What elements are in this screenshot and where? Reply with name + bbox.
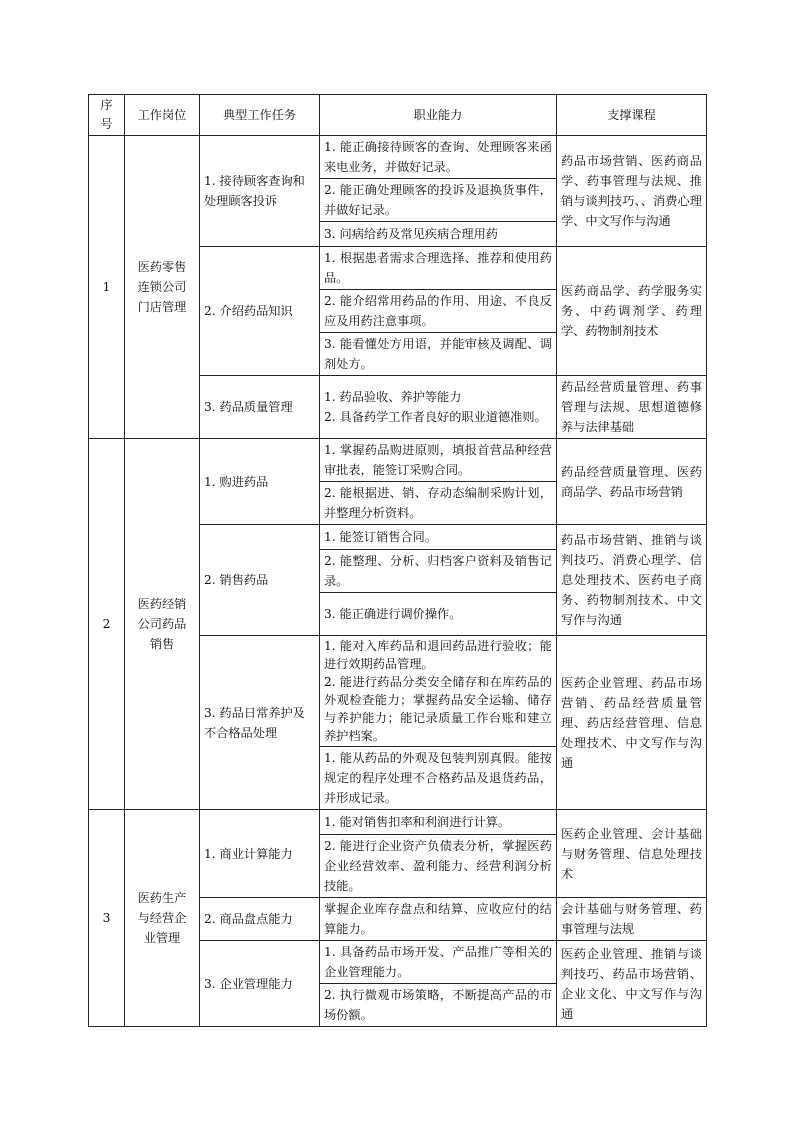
work-task: 3. 企业管理能力 — [200, 941, 320, 1027]
job-post: 医药生产与经营企业管理 — [125, 810, 200, 1027]
row-number: 3 — [89, 810, 125, 1027]
ability-item: 3. 能看懂处方用语，并能审核及调配、调剂处方。 — [320, 333, 557, 376]
support-courses: 药品市场营销、医药商品学、药事管理与法规、推销与谈判技巧、、消费心理学、中文写作与沟通 — [557, 136, 707, 247]
support-courses: 医药企业管理、药品市场营销、药品经营质量管理、药店经营管理、信息处理技术、中文写作与沟通 — [557, 636, 707, 810]
job-post: 医药零售连锁公司门店管理 — [125, 136, 200, 439]
ability-item: 1. 药品验收、养护等能力 2. 具备药学工作者良好的职业道德准则。 — [320, 376, 557, 439]
work-task: 2. 商品盘点能力 — [200, 898, 320, 941]
ability-item: 2. 执行微观市场策略，不断提高产品的市场份额。 — [320, 984, 557, 1027]
ability-item: 1. 具备药品市场开发、产品推广等相关的企业管理能力。 — [320, 941, 557, 984]
competency-table-page — [88, 94, 706, 1027]
table-row — [89, 136, 707, 179]
ability-item: 2. 能进行企业资产负债表分析，掌握医药企业经营效率、盈利能力、经营利润分析技能。 — [320, 835, 557, 898]
header-course: 支撑课程 — [557, 95, 707, 136]
support-courses: 会计基础与财务管理、药事管理与法规 — [557, 898, 707, 941]
support-courses: 医药商品学、药学服务实务、中药调剂学、药理学、药物制剂技术 — [557, 247, 707, 376]
work-task: 3. 药品日常养护及不合格品处理 — [200, 636, 320, 810]
support-courses: 医药企业管理、会计基础与财务管理、信息处理技术 — [557, 810, 707, 898]
ability-item: 掌握企业库存盘点和结算、应收应付的结算能力。 — [320, 898, 557, 941]
competency-table — [88, 94, 707, 1027]
ability-item: 2. 能整理、分析、归档客户资料及销售记录。 — [320, 550, 557, 593]
ability-item: 1. 掌握药品购进原则，填报首营品种经营审批表，能签订采购合同。 — [320, 439, 557, 482]
table-row — [89, 810, 707, 835]
work-task: 2. 介绍药品知识 — [200, 247, 320, 376]
header-post: 工作岗位 — [125, 95, 200, 136]
ability-item: 3. 能正确进行调价操作。 — [320, 593, 557, 636]
ability-item: 2. 能正确处理顾客的投诉及退换货事件，并做好记录。 — [320, 179, 557, 222]
ability-item: 1. 能对入库药品和退回药品进行验收；能进行效期药品管理。 2. 能进行药品分类安全储存和在库药品的外观检查能力；掌握药品安全运输、储存与养护能力；能记录质量工作台账和建立养护档案。 — [320, 636, 557, 747]
ability-item: 1. 能签订销售合同。 — [320, 525, 557, 550]
ability-item: 2. 能根据进、销、存动态编制采购计划，并整理分析资料。 — [320, 482, 557, 525]
header-no: 序号 — [89, 95, 125, 136]
ability-item: 1. 根据患者需求合理选择、推荐和使用药品。 — [320, 247, 557, 290]
work-task: 1. 购进药品 — [200, 439, 320, 525]
ability-item: 1. 能从药品的外观及包装判别真假。能按规定的程序处理不合格药品及退货药品，并形成记录。 — [320, 747, 557, 810]
work-task: 1. 接待顾客查询和处理顾客投诉 — [200, 136, 320, 247]
ability-item: 1. 能正确接待顾客的查询、处理顾客来函来电业务，并做好记录。 — [320, 136, 557, 179]
support-courses: 医药企业管理、推销与谈判技巧、药品市场营销、企业文化、中文写作与沟通 — [557, 941, 707, 1027]
row-number: 2 — [89, 439, 125, 810]
ability-item: 2. 能介绍常用药品的作用、用途、不良反应及用药注意事项。 — [320, 290, 557, 333]
table-row — [89, 439, 707, 482]
ability-item: 1. 能对销售扣率和利润进行计算。 — [320, 810, 557, 835]
work-task: 1. 商业计算能力 — [200, 810, 320, 898]
support-courses: 药品经营质量管理、药事管理与法规、思想道德修养与法律基础 — [557, 376, 707, 439]
row-number: 1 — [89, 136, 125, 439]
ability-item: 3. 问病给药及常见疾病合理用药 — [320, 222, 557, 247]
header-task: 典型工作任务 — [200, 95, 320, 136]
support-courses: 药品市场营销、推销与谈判技巧、消费心理学、信息处理技术、医药电子商务、药物制剂技术、中文写作与沟通 — [557, 525, 707, 636]
support-courses: 药品经营质量管理、医药商品学、药品市场营销 — [557, 439, 707, 525]
header-ability: 职业能力 — [320, 95, 557, 136]
work-task: 3. 药品质量管理 — [200, 376, 320, 439]
work-task: 2. 销售药品 — [200, 525, 320, 636]
job-post: 医药经销公司药品销售 — [125, 439, 200, 810]
header-row — [89, 95, 707, 136]
